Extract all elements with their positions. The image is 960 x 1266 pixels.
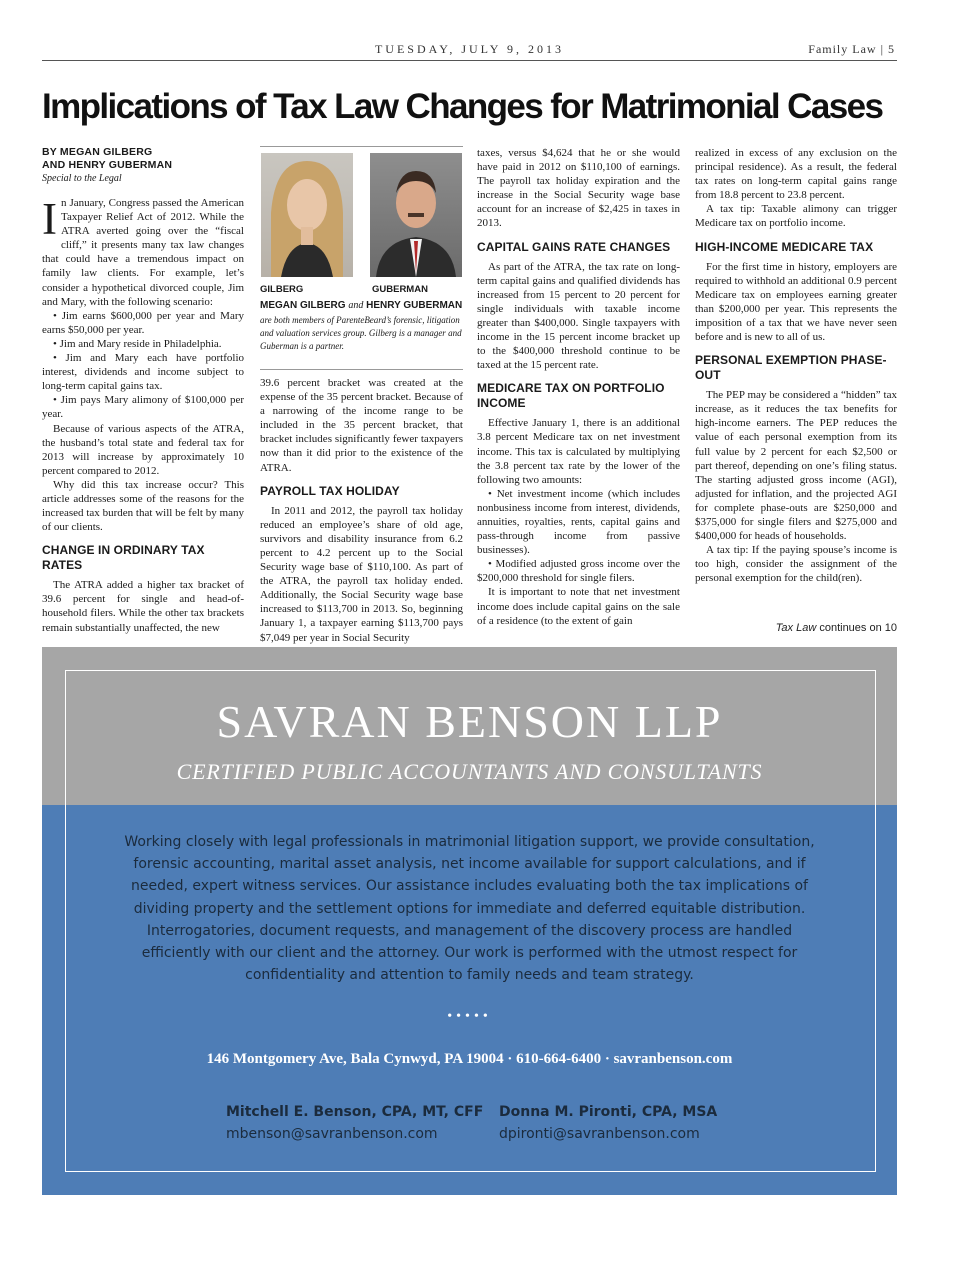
contact-email[interactable]: dpironti@savranbenson.com (499, 1126, 700, 1142)
continues-on-link[interactable] (680, 622, 897, 634)
contact-name: Mitchell E. Benson, CPA, MT, CFF (226, 1104, 484, 1120)
paragraph: Effective January 1, there is an additional 3.8 percent Medicare tax on net investment income. This tax is calculated by multiplying the 3.8 percent tax rate by the lower of the following two amounts: (477, 417, 680, 486)
photo-caption-description: are both members of ParenteBeard’s forensic, litigation and valuation services group. Gilberg is a manager and Guberman is a partner. (260, 315, 462, 351)
intro-paragraph: In January, Congress passed the American Taxpayer Relief Act of 2012. While the ATRA averted going over the “fiscal cliff,” it presents many tax law changes that could have a tremendous impact on family law clients. For example, let’s consider a hypothetical divorced couple, Jim and Mary, with the following scenario: (42, 194, 244, 308)
list-item: • Modified adjusted gross income over the $200,000 threshold for single filers. (477, 558, 680, 585)
page-header (42, 42, 897, 61)
continues-title: Tax Law (775, 622, 817, 634)
subhead-capital-gains: CAPITAL GAINS RATE CHANGES (477, 239, 671, 254)
list-item: • Net investment income (which includes nonbusiness income from interest, dividends, annuities, royalties, rents, capital gains and pass-through income from passive businesses). (477, 487, 680, 557)
photo-caption-names: MEGAN GILBERG and HENRY GUBERMAN (260, 300, 463, 311)
paragraph: realized in excess of any exclusion on the principal residence). As a result, the federal tax rates on long-term capital gains range from 18.8 percent to 23.8 percent. (695, 147, 897, 202)
drop-cap: I (42, 194, 57, 244)
author-photos (260, 146, 463, 370)
paragraph: It is important to note that net investment income does include capital gains on the sale of a residence (to the extent of gain (477, 586, 680, 627)
subhead-personal-exemption: PERSONAL EXEMPTION PHASE-OUT (695, 353, 887, 383)
paragraph: For the first time in history, employers are required to withhold an additional 0.9 percent Medicare tax on employees earning greater than $200,000 per year. This represents the imposition of a tax that we have never seen before and is new to all of us. (695, 260, 897, 344)
column-4 (695, 146, 897, 585)
column-2 (260, 146, 463, 645)
paragraph: Why did this tax increase occur? This article addresses some of the reasons for the increased tax burden that will be felt by many of our clients. (42, 478, 244, 534)
continues-page: continues on 10 (819, 622, 897, 634)
subhead-medicare-portfolio: MEDICARE TAX ON PORTFOLIO INCOME (477, 381, 665, 411)
ad-body-text: Working closely with legal professionals in matrimonial litigation support, we provide consultation, forensic accounting, marital asset analysis, net income available for support calculations, and if needed, expert witness services. Our assistance includes evaluating both the tax implications of dividing property and the settlement options for immediate and deferred equitable distribution. Interrogatories, document requests, and management of the discovery process are handled efficiently with our client and the attorney. Our work is performed with the utmost respect for confidentiality and attention to family needs and team strategy. (124, 834, 815, 984)
section-page-label: Family Law | 5 (808, 42, 895, 56)
byline-line-1: BY MEGAN GILBERG (42, 146, 153, 158)
paragraph: As part of the ATRA, the tax rate on long-term capital gains and qualified dividends has increased from 15 percent to 20 percent for single individuals with taxable income greater than $400,000. Single taxpayers with income in the 15 percent income bracket up to the $400,000 threshold continue to be taxed at the 15 percent rate. (477, 260, 680, 372)
contact-email[interactable]: mbenson@savranbenson.com (226, 1126, 438, 1142)
list-item: • Jim and Mary each have portfolio interest, dividends and income subject to long-term capital gains tax. (42, 352, 244, 393)
subhead-high-income-medicare: HIGH-INCOME MEDICARE TAX (695, 239, 874, 254)
paragraph: A tax tip: If the paying spouse’s income is too high, consider the assignment of the personal exemption for the child(ren). (695, 544, 897, 585)
photo-label-guberman: GUBERMAN (372, 284, 428, 295)
paragraph: The ATRA added a higher tax bracket of 39.6 percent for single and head-of-household filers. While the other tax brackets remain substantially unaffected, the new (42, 579, 244, 634)
ad-contact-pironti (499, 1101, 717, 1145)
paragraph: Because of various aspects of the ATRA, the husband’s total state and federal tax for 2013 will increase by approximately 10 percent compared to 2012. (42, 422, 244, 477)
subhead-ordinary-tax-rates: CHANGE IN ORDINARY TAX RATES (42, 543, 205, 573)
paragraph: In 2011 and 2012, the payroll tax holiday reduced an employee’s share of old age, survivors and disability insurance from 6.2 percent to 4.2 percent up to the Social Security wage base of $110,100. As part of the ATRA, the payroll tax holiday ended. Additionally, the Social Security wage base increased to $113,700 in 2013. So, beginning January 1, a taxpayer earning $113,700 pays $7,049 per year in Social Security (260, 504, 463, 644)
column-3 (477, 146, 680, 628)
subhead-payroll-tax-holiday: PAYROLL TAX HOLIDAY (260, 483, 400, 498)
paragraph: 39.6 percent bracket was created at the expense of the 35 percent bracket. Because of a narrowing of the income range to be included in the 35 percent bracket, that bracket includes significantly fewer taxpayers now than it did prior to the existence of the ATRA. (260, 377, 463, 474)
byline-line-2: AND HENRY GUBERMAN (42, 159, 173, 171)
byline-special: Special to the Legal (42, 173, 122, 184)
photo-label-gilberg: GILBERG (260, 284, 304, 295)
ad-divider-dots: ••••• (447, 1009, 492, 1024)
article-headline: Implications of Tax Law Changes for Matrimonial Cases (42, 87, 883, 126)
ad-firm-subtitle: CERTIFIED PUBLIC ACCOUNTANTS AND CONSULTANTS (176, 759, 763, 784)
paragraph: The PEP may be considered a “hidden” tax increase, as it reduces the tax benefits for high-income earners. The PEP reduces the value of each personal exemption from its full value by 2 percent for each $2,500 or part thereof, depending on one’s filing status. The starting adjusted gross income (AGI), adjusted for inflation, and the projected AGI for complete phase-outs are $250,000 and $375,000 for single filers and $275,000 and $400,000 for heads of households. (695, 389, 897, 543)
list-item: • Jim and Mary reside in Philadelphia. (53, 337, 222, 350)
ad-contact-benson (226, 1101, 483, 1145)
paragraph: A tax tip: Taxable alimony can trigger Medicare tax on portfolio income. (695, 203, 897, 230)
issue-date: TUESDAY, JULY 9, 2013 (374, 42, 565, 56)
contact-name: Donna M. Pironti, CPA, MSA (499, 1104, 718, 1120)
advertisement (42, 647, 897, 1195)
ad-address-line[interactable]: 146 Montgomery Ave, Bala Cynwyd, PA 19004 · 610-664-6400 · savranbenson.com (206, 1051, 733, 1067)
list-item: • Jim pays Mary alimony of $100,000 per year. (42, 394, 244, 421)
list-item: • Jim earns $600,000 per year and Mary earns $50,000 per year. (42, 309, 244, 336)
column-1 (42, 146, 244, 635)
ad-firm-name: SAVRAN BENSON LLP (216, 696, 723, 747)
author-photo-gilberg (261, 153, 353, 277)
author-photo-guberman (370, 153, 462, 277)
paragraph: taxes, versus $4,624 that he or she would have paid in 2012 on $110,100 of earnings. The payroll tax holiday expiration and the increase in the Social Security wage base account for an increase of $2,425 in taxes in 2013. (477, 147, 680, 230)
